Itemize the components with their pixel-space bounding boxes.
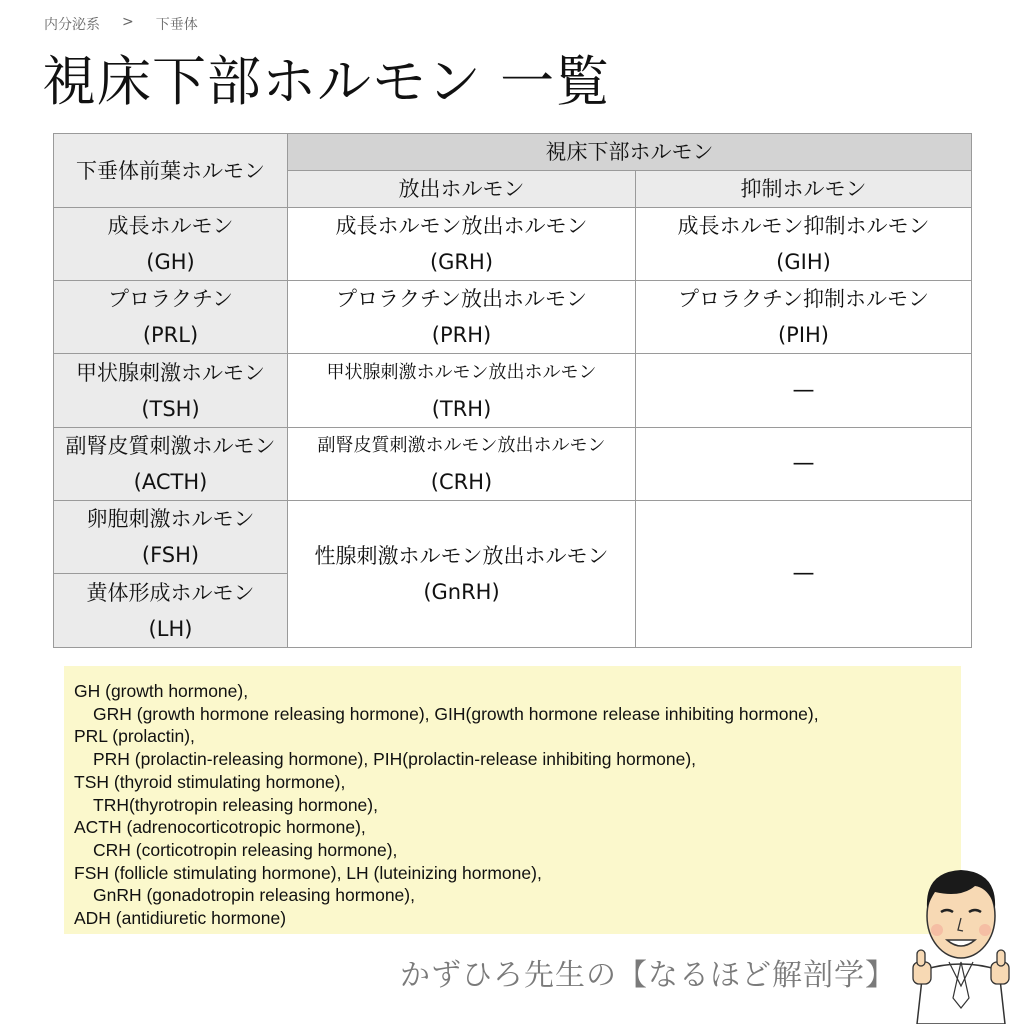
brand-signature: かずひろ先生の【なるほど解剖学】 [400, 958, 896, 993]
abbreviation-notes [64, 666, 961, 934]
cell-inhibiting-none: — [636, 354, 972, 428]
breadcrumb-separator: > [122, 14, 134, 30]
hormone-abbr: (TSH) [141, 396, 200, 421]
hormone-abbr: (GIH) [776, 250, 831, 274]
note-line: GH (growth hormone), [74, 681, 249, 701]
cell-releasing [288, 208, 636, 281]
cell-pituitary [54, 281, 288, 354]
hormone-abbr: (GRH) [429, 250, 494, 274]
hormone-abbr: (CRH) [430, 470, 493, 494]
note-line: FSH (follicle stimulating hormone), LH (luteinizing hormone), [74, 862, 542, 883]
note-line: TSH (thyroid stimulating hormone), [74, 771, 346, 792]
cell-pituitary [54, 428, 288, 501]
header-releasing: 放出ホルモン [288, 171, 636, 208]
cell-pituitary [54, 501, 288, 574]
cell-inhibiting [636, 208, 972, 281]
note-line: GRH (growth hormone releasing hormone), GIH(growth hormone release inhibiting hormone), [93, 703, 819, 724]
header-pituitary: 下垂体前葉ホルモン [54, 134, 288, 208]
hormone-name: 成長ホルモン抑制ホルモン [677, 214, 930, 238]
note-line: TRH(thyrotropin releasing hormone), [93, 794, 378, 815]
note-line: ADH (antidiuretic hormone) [74, 908, 287, 929]
hormone-name: 黄体形成ホルモン [86, 580, 255, 605]
hormone-name: 甲状腺刺激ホルモン [76, 360, 265, 385]
hormone-name: 副腎皮質刺激ホルモン放出ホルモン [317, 435, 606, 456]
hormone-name: プロラクチン抑制ホルモン [678, 287, 929, 311]
hormone-name: プロラクチン [108, 287, 233, 311]
hormone-abbr: (FSH) [141, 543, 200, 567]
table-row [54, 501, 972, 574]
hormone-name: 副腎皮質刺激ホルモン [65, 434, 276, 458]
cell-releasing [288, 428, 636, 501]
note-line: GnRH (gonadotropin releasing hormone), [93, 885, 415, 906]
table-row [54, 428, 972, 501]
hormone-name: プロラクチン放出ホルモン [336, 287, 587, 311]
cell-inhibiting [636, 281, 972, 354]
cell-releasing [288, 354, 636, 428]
breadcrumb-section[interactable]: 内分泌系 [44, 17, 100, 33]
hormone-abbr: (TRH) [431, 396, 492, 421]
note-line: PRH (prolactin-releasing hormone), PIH(prolactin-release inhibiting hormone), [93, 749, 697, 770]
table-row [54, 208, 972, 281]
table-row [54, 354, 972, 428]
table-row [54, 281, 972, 354]
hormone-table [53, 133, 972, 648]
page-title: 視床下部ホルモン 一覧 [42, 50, 611, 113]
breadcrumb-page[interactable]: 下垂体 [155, 17, 198, 33]
header-hypothalamic: 視床下部ホルモン [288, 134, 972, 171]
doctor-mascot-icon [905, 858, 1017, 1024]
hormone-name: 甲状腺刺激ホルモン放出ホルモン [326, 361, 597, 383]
note-line: CRH (corticotropin releasing hormone), [93, 839, 398, 860]
cell-releasing [288, 281, 636, 354]
cell-pituitary [54, 354, 288, 428]
cell-inhibiting-none: — [636, 501, 972, 648]
cell-inhibiting-none: — [636, 428, 972, 501]
header-inhibiting: 抑制ホルモン [636, 171, 972, 208]
hormone-name: 成長ホルモン放出ホルモン [335, 214, 588, 238]
hormone-abbr: (GH) [146, 250, 195, 274]
hormone-abbr: (PRH) [431, 323, 492, 347]
cell-pituitary [54, 574, 288, 648]
breadcrumb [44, 14, 198, 34]
hormone-name: 成長ホルモン [107, 214, 234, 238]
note-line: ACTH (adrenocorticotropic hormone), [74, 817, 366, 838]
cell-pituitary [54, 208, 288, 281]
note-line: PRL (prolactin), [74, 726, 195, 747]
hormone-abbr: (ACTH) [133, 470, 208, 494]
hormone-abbr: (PRL) [142, 323, 199, 347]
hormone-abbr: (LH) [148, 616, 193, 641]
cell-releasing [288, 501, 636, 648]
hormone-name: 性腺刺激ホルモン放出ホルモン [314, 544, 609, 568]
hormone-abbr: (PIH) [777, 323, 830, 347]
hormone-name: 卵胞刺激ホルモン [86, 507, 255, 531]
hormone-abbr: (GnRH) [423, 580, 500, 604]
